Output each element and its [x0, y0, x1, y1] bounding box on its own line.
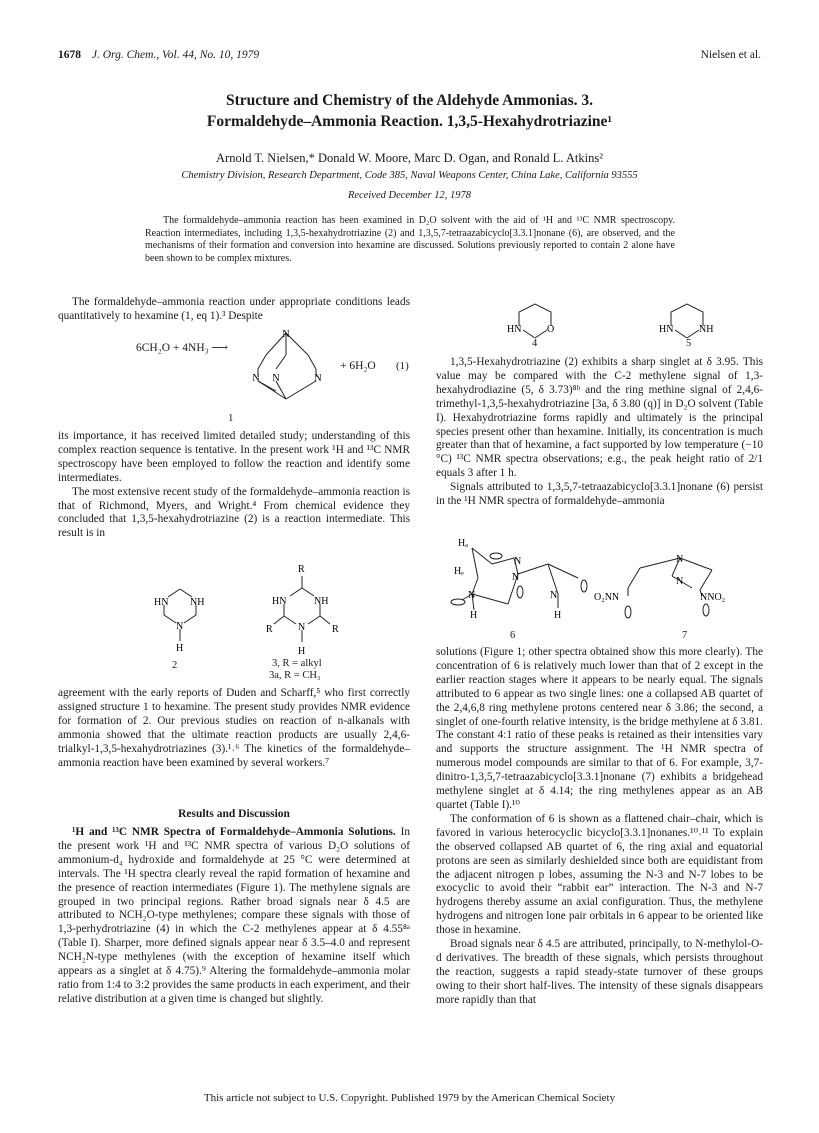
s6-n7: N [550, 590, 558, 601]
triazine-text: 1,3,5-Hexahydrotriazine (2) exhibits a sharp singlet at δ 3.95. This value may be compared with the C-2 methylene signal of 1,3-hexahydrodiazine (5, δ 3.73)⁸ᵇ and the ring methine signal of 2,4,6-trimethyl-1,3,5-hexahydrotriazine [3a, δ 3.80 (q)] in D₂O solvent (Table I). Hexahydrotriazine forms rapidly and ultimately is the principal species present other than hexamine. Initially, its concentration is much greater than that of hexamine, a fact supported by low temperature (−10 °C) ¹³C NMR spectra observations; e.g., the peak height ratio of 2/1 equals 3 after 1 h. [436, 356, 763, 480]
left-paragraph-4 [58, 826, 410, 1007]
hexamine-n-right: N [314, 373, 322, 384]
structure-4-label: 4 [532, 338, 538, 349]
left-paragraph-2 [58, 430, 410, 541]
abstract: The formaldehyde–ammonia reaction has been examined in D₂O solvent with the aid of ¹H and ¹³C NMR spectroscopy. Reaction intermediates, including 1,3,5-hexahydrotriazine (2) and 1,3,5,7-tetraazabicyclo[3.3.1]nonane (6), are observed, and the mechanisms of their formation and conversion into hexamine are discussed. Solutions previously reported to contain 2 alone have been shown to be complex mixtures. [145, 215, 675, 264]
structure-3 [262, 560, 352, 665]
structure-2-label: 2 [172, 660, 178, 671]
s3-nh: NH [314, 596, 329, 607]
hexahydrotriazine-drawing [150, 585, 210, 665]
subheading: ¹H and ¹³C NMR Spectra of Formaldehyde–Ammonia Solutions. [72, 826, 396, 838]
structure-3a-label: 3a, R = CH₃ [269, 670, 321, 681]
equation-lhs: 6CH₂O + 4NH₃ ⟶ [136, 342, 229, 354]
left-paragraph-1 [58, 296, 410, 324]
article-title [0, 90, 819, 132]
hexamine-structure [236, 325, 336, 410]
nmr-body: In the present work ¹H and ¹³C NMR spectra of various D₂O solutions of ammonium-d₄ hydroxide and formaldehyde at 25 °C were determined at intervals. The ¹H spectra clearly reveal the rapid formation of hexamine and the presence of reaction intermediates (Figure 1). The methylene signals are grouped in two principal regions. Rather broad signals near δ 4.5 are attributed to NCH₂O-type methylenes; compare these signals with those of 1,3-perhydrotriazine (4) in which the C-2 methylenes appear at δ 4.55⁸ᵃ (Table I). Sharper, more defined signals appear near δ 3.5–4.0 and represent NCH₂N-type methylenes (with the exception of hexamine itself which appears as a singlet at δ 4.75).⁹ Altering the formaldehyde–ammonia molar ratio from 1:4 to 3:2 provides the same products in each experiment, and their relative distribution at a given time is changed but slightly. [58, 826, 410, 1005]
s3-r-left: R [266, 624, 273, 635]
title-line-2: Formaldehyde–Ammonia Reaction. 1,3,5-Hexahydrotriazine¹ [206, 113, 613, 130]
s7-nno2: NNO₂ [700, 592, 726, 603]
structure-1-label: 1 [228, 412, 234, 424]
s3-n: N [298, 622, 306, 633]
title-line-1: Structure and Chemistry of the Aldehyde Ammonias. 3. [226, 92, 593, 109]
s3-hn: HN [272, 596, 287, 607]
s3-h: H [298, 646, 306, 657]
s6-n5: N [512, 572, 520, 583]
s3-r-right: R [332, 624, 339, 635]
dinitro-bicyclononane-drawing [592, 544, 752, 624]
journal-citation: J. Org. Chem., Vol. 44, No. 10, 1979 [91, 49, 260, 61]
right-paragraph-2 [436, 646, 763, 1008]
received-date: Received December 12, 1978 [347, 190, 472, 201]
nmr-section-text [58, 826, 410, 1007]
hexamine-n-mid: N [272, 373, 280, 384]
structure-6-label: 6 [510, 630, 516, 641]
running-header-left [58, 49, 259, 61]
s5-hn: HN [659, 324, 674, 335]
s7-n-top: N [676, 554, 684, 565]
left-paragraph-3 [58, 687, 410, 770]
s6-h7: H [554, 610, 562, 621]
structure-7 [592, 544, 752, 629]
importance-text: its importance, it has received limited detailed study; understanding of this complex reaction sequence is tentative. In the present work ¹H and ¹³C NMR spectroscopy have been employed to follow the reaction and identify some intermediates. [58, 430, 410, 484]
s2-hn: HN [154, 597, 169, 608]
s6-n3: N [468, 590, 476, 601]
trialkyl-triazine-drawing [262, 560, 352, 660]
s2-nh: NH [190, 597, 205, 608]
s4-hn: HN [507, 324, 522, 335]
s2-n: N [176, 621, 184, 632]
running-header-authors: Nielsen et al. [700, 49, 761, 61]
structure-5-label: 5 [686, 338, 692, 349]
section-heading: Results and Discussion [178, 808, 290, 820]
right-paragraph-1 [436, 356, 763, 509]
s3-r-top: R [298, 564, 305, 575]
tetraazabicyclononane-drawing [448, 534, 598, 624]
s7-o2nn: O₂NN [594, 592, 620, 603]
structure-2 [150, 585, 210, 670]
hexamine-n-left: N [252, 373, 260, 384]
s2-h: H [176, 643, 184, 654]
s7-n-mid: N [676, 576, 684, 587]
copyright-footer: This article not subject to U.S. Copyright. Published 1979 by the American Chemical Society [203, 1092, 616, 1104]
s6-n1: N [514, 556, 522, 567]
hexamine-drawing [236, 325, 336, 405]
richmond-text: The most extensive recent study of the formaldehyde–ammonia reaction is that of Richmond, Myers, and Wright.⁴ From chemical evidence they concluded that 1,3,5-hexahydrotriazine (2) is a reaction intermediate. This result is in [58, 485, 410, 540]
s6-h3: H [470, 610, 478, 621]
structure-7-label: 7 [682, 630, 688, 641]
conformation-text: The conformation of 6 is shown as a flattened chair–chair, which is favored in various heterocyclic bicyclo[3.3.1]nonanes.¹⁰˒¹¹ To explain the observed collapsed AB quartet of 6, the ring axial and equatorial protons are seen as similarly deshielded since both are equidistant from the adjacent nitrogen p lobes, assuming the N-3 and N-7 lobes to be exocyclic to avoid their “rabbit ear” interaction. The N-3 and N-7 hydrogens thereby assume an axial configuration. Thus, the methylene hydrogens and nitrogen lone pair orbitals in 6 appear to be oriented like those in hexamine. [436, 812, 763, 937]
duden-text: agreement with the early reports of Duden and Scharff,⁵ who first correctly assigned structure 1 to hexamine. The present study provides NMR evidence for formation of 2. Our previous studies on reaction of n-alkanals with ammonia showed that the ultimate reaction products are usually 2,4,6-trialkyl-1,3,5-hexahydrotriazines (3).¹˒⁶ The kinetics of the formaldehyde–ammonia reaction have been examined by several workers.⁷ [58, 687, 410, 769]
affiliation: Chemistry Division, Research Department, Code 385, Naval Weapons Center, China Lake, California 93555 [181, 170, 638, 181]
hexamine-n-top: N [282, 329, 290, 340]
page-number: 1678 [58, 49, 81, 61]
solutions-text: solutions (Figure 1; other spectra obtained show this more clearly). The concentration of 6 is relatively much lower than that of 2 except in the earlier reaction stages where it appears to be nearly equal. The signals attributed to 6 appear as two single lines: one a collapsed AB quartet of the 2,4,6,8 ring methylene protons centered near δ 3.86; the second, a singlet of one-fourth relative intensity, is the bridge methylene at δ 3.81. The constant 4:1 ratio of these peaks is retained as their intensities vary and supports the structure assignment. The ¹H NMR spectra of numerous model compounds are similar to that of 6. For example, 3,7-dinitro-1,3,5,7-tetraazabicyclo[3.3.1]nonane (7) exhibits a bridgehead methylene singlet at δ 4.14; the ring methylenes appear as an AB quartet (Table I).¹⁰ [436, 646, 763, 811]
s4-o: O [547, 324, 555, 335]
methylol-text: Broad signals near δ 4.5 are attributed, principally, to N-methylol-O-d derivatives. The breadth of these signals, which persists throughout the reaction, suggests a rapid steady-state turnover of these groups owing to their short half-lives. The intensity of these signals disappears more rapidly than that [436, 938, 763, 1006]
s6-ha: Hₐ [458, 538, 468, 549]
bicyclo-text: Signals attributed to 1,3,5,7-tetraazabicyclo[3.3.1]nonane (6) persist in the ¹H NMR spectra of formaldehyde–ammonia [436, 481, 763, 508]
structure-6 [448, 534, 598, 629]
intro-text: The formaldehyde–ammonia reaction under appropriate conditions leads quantitatively to hexamine (1, eq 1).³ Despite [58, 296, 410, 322]
author-list: Arnold T. Nielsen,* Donald W. Moore, Marc D. Ogan, and Ronald L. Atkins² [216, 151, 603, 165]
s6-he: Hₑ [454, 566, 464, 577]
s5-nh: NH [699, 324, 714, 335]
structure-3-label: 3, R = alkyl [272, 658, 322, 669]
equation-rhs: + 6H₂O [340, 360, 376, 372]
equation-number: (1) [396, 360, 409, 372]
